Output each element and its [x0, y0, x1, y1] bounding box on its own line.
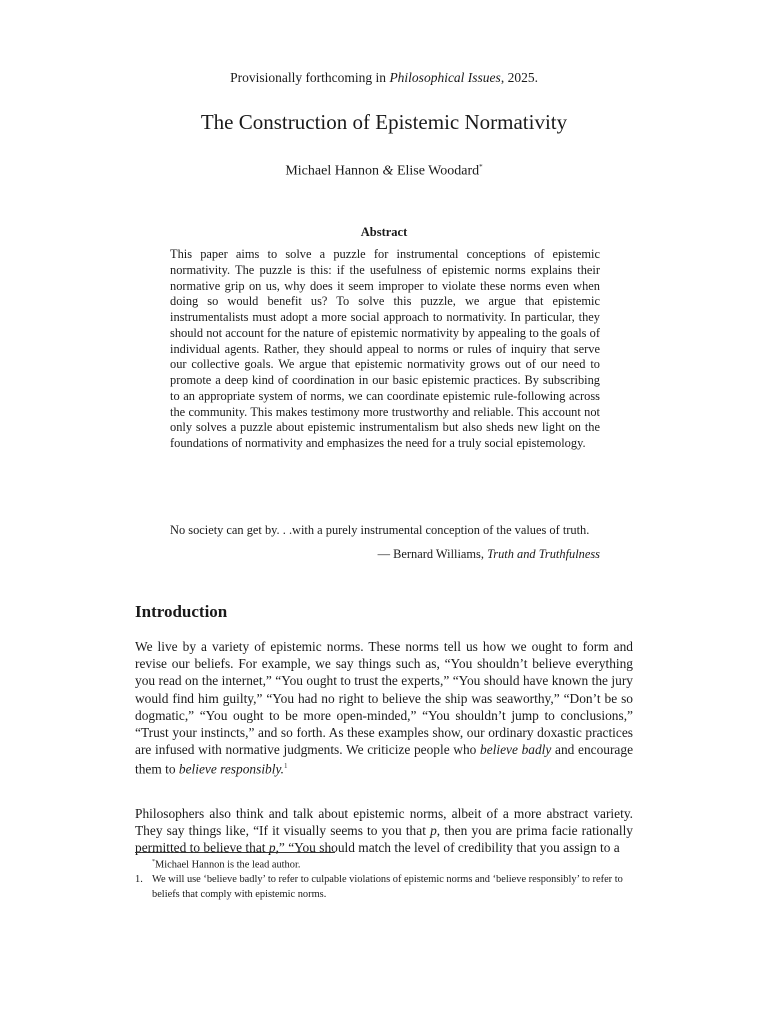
paragraph-text: Philosophers also think and talk about epistemic norms, albeit of a more abstract variety. They say things like, “If it visually seems to you that [135, 806, 633, 839]
epigraph [170, 523, 600, 562]
abstract-heading: Abstract [360, 225, 408, 239]
footnote-1 [135, 872, 633, 902]
abstract-text: This paper aims to solve a puzzle for instrumental conceptions of epistemic normativity. The puzzle is this: if the usefulness of epistemic norms explains their normative grip on us, why does it seem improper to violate these norms even when doing so would benefit us? To solve this puzzle, we argue that epistemic instrumentalists must adopt a more social approach to normativity. In particular, they should not account for the nature of epistemic normativity by appealing to the goals of individual agents. Rather, they should appeal to norms or rules of inquiry that serve our collective goals. We argue that epistemic normativity grows out of our need to promote a deep kind of coordination in our basic epistemic practices. By subscribing to an appropriate system of norms, we can coordinate epistemic rule-following across the community. This makes testimony more trustworthy and reliable. This account not only solves a puzzle about epistemic instrumentalism but also sheds new light on the foundations of normativity and emphasizes the need for a truly social epistemology. [170, 247, 600, 450]
footnote-marker: * [152, 859, 155, 865]
publication-note-suffix: , 2025. [500, 70, 538, 85]
footnote-body: Michael Hannon is the lead author. [155, 859, 301, 871]
footnote-author [135, 855, 633, 872]
author-name: Michael Hannon [285, 163, 380, 179]
footnote-divider [135, 852, 335, 853]
epigraph-attribution [170, 547, 600, 562]
paragraph-text: We live by a variety of epistemic norms. These norms tell us how we ought to form and revise our beliefs. For example, we say things such as, “You shouldn’t believe everything you read on the internet,” “You ought to trust the experts,” “You should have known the jury would find him guilty,” “You had no right to believe the ship was seaworthy,” “Don’t be so dogmatic,” “You ought to be more open-minded,” “You shouldn’t jump to conclusions,” “Trust your instincts,” and so forth. As these examples show, our ordinary doxastic practices are infused with normative judgments. We criticize people who [135, 639, 633, 758]
publication-note [0, 70, 768, 86]
journal-name: Philosophical Issues [389, 70, 501, 85]
footnote-reference[interactable]: 1 [284, 762, 288, 771]
body-paragraph [135, 638, 633, 778]
author-footnote-marker: * [479, 163, 483, 171]
body-paragraph [135, 805, 633, 857]
emphasis-text: believe badly [480, 742, 552, 758]
footnote-marker: 1. [135, 874, 143, 886]
footnotes [135, 855, 633, 902]
publication-note-prefix: Provisionally forthcoming in [230, 70, 390, 85]
epigraph-quote: No society can get by. . .with a purely instrumental conception of the values of truth. [170, 523, 590, 537]
epigraph-author: — Bernard Williams, [377, 547, 488, 561]
emphasis-text: p [268, 840, 276, 856]
paragraph-text: ,” “You should match the level of credibility that you assign to a [275, 840, 620, 856]
epigraph-work: Truth and Truthfulness [487, 547, 600, 561]
paragraph-text: and encourage them to [135, 742, 634, 777]
paragraph-text: , then you are prima facie rationally permitted to believe that [135, 823, 633, 856]
author-ampersand: & [379, 163, 397, 179]
footnote-body: We will use ‘believe badly’ to refer to culpable violations of epistemic norms and ‘believe responsibly’ to refer to beliefs that comply with epistemic norms. [152, 874, 623, 901]
author-line [0, 163, 768, 180]
paper-title: The Construction of Epistemic Normativity [200, 110, 568, 134]
emphasis-text: believe responsibly. [178, 761, 285, 777]
footnote-text [152, 855, 300, 872]
author-name: Elise Woodard [396, 163, 480, 179]
section-heading: Introduction [135, 602, 228, 621]
emphasis-text: p [430, 823, 437, 839]
